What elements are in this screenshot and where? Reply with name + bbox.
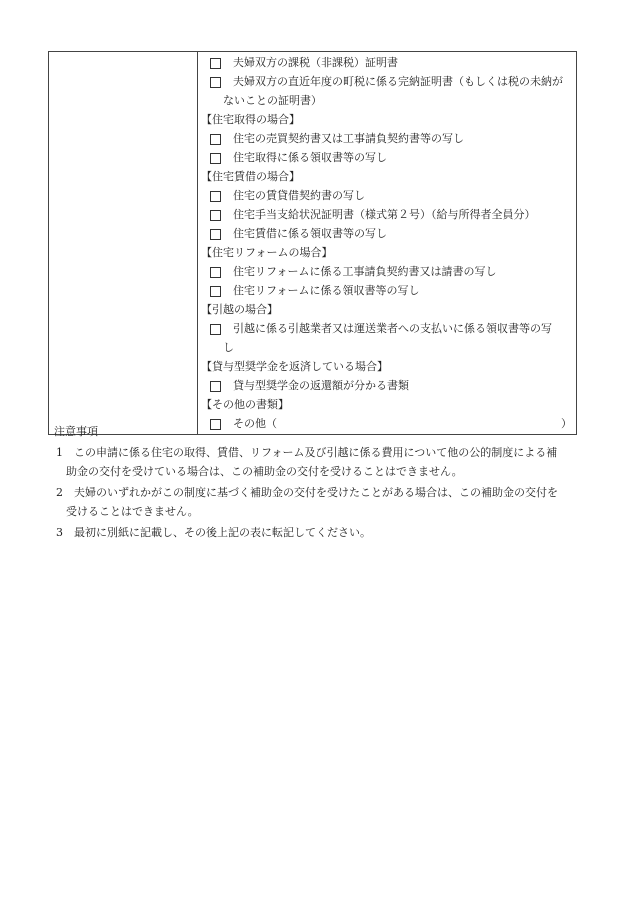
note-item: [54, 523, 584, 542]
checklist-item-label: 住宅の売買契約書又は工事請負契約書等の写し: [233, 132, 464, 145]
left-cell: [49, 52, 198, 435]
note-number: 1: [56, 446, 63, 459]
checklist-item: [201, 129, 572, 148]
checklist-item: [201, 148, 572, 167]
checklist-item-label: 住宅リフォームに係る工事請負契約書又は請書の写し: [233, 265, 497, 278]
checklist-item: [201, 72, 572, 91]
checklist-item-label: 住宅手当支給状況証明書（様式第２号）（給与所得者全員分）: [233, 208, 536, 221]
checkbox-icon[interactable]: [210, 58, 221, 69]
note-text: [66, 483, 584, 521]
checkbox-icon[interactable]: [210, 77, 221, 88]
checkbox-icon[interactable]: [210, 210, 221, 221]
checkbox-icon[interactable]: [210, 153, 221, 164]
note-line: 夫婦のいずれかがこの制度に基づく補助金の交付を受けたことがある場合は、この補助金の交付を: [74, 486, 558, 499]
note-number: 3: [56, 526, 63, 539]
checklist-item-label: 貸与型奨学金の返還額が分かる書類: [233, 379, 409, 392]
checklist-item: [201, 319, 572, 338]
checklist-item-label: 引越に係る引越業者又は運送業者への支払いに係る領収書等の写: [233, 322, 552, 335]
notes-list: [54, 443, 584, 542]
checklist-item: [201, 376, 572, 395]
checklist-item: [201, 262, 572, 281]
documents-table: [48, 51, 577, 435]
checkbox-icon[interactable]: [210, 229, 221, 240]
note-line: 最初に別紙に記載し、その後上記の表に転記してください。: [74, 526, 371, 539]
note-line: 受けることはできません。: [66, 505, 199, 518]
section-header: 【引越の場合】: [201, 303, 278, 316]
note-item: [54, 443, 584, 481]
checklist-item-label: 住宅の賃貸借契約書の写し: [233, 189, 365, 202]
checklist-item-label: 住宅賃借に係る領収書等の写し: [233, 227, 387, 240]
table-row: [49, 52, 577, 435]
section-header: 【住宅賃借の場合】: [201, 170, 300, 183]
checkbox-icon[interactable]: [210, 286, 221, 297]
checklist-item: [201, 53, 572, 72]
checklist-item-continuation: ないことの証明書）: [223, 94, 322, 107]
checklist-item: [201, 281, 572, 300]
note-text: [74, 523, 584, 542]
checklist-item: [201, 224, 572, 243]
checkbox-icon[interactable]: [210, 267, 221, 278]
checkbox-icon[interactable]: [210, 324, 221, 335]
section-header: 【住宅取得の場合】: [201, 113, 300, 126]
checkbox-icon[interactable]: [210, 134, 221, 145]
checkbox-icon[interactable]: [210, 381, 221, 392]
note-text: [66, 443, 584, 481]
checklist-item-label: 住宅取得に係る領収書等の写し: [233, 151, 387, 164]
other-label: その他: [233, 417, 266, 430]
checklist-item-label: 夫婦双方の課税（非課税）証明書: [233, 56, 398, 69]
checkbox-icon[interactable]: [210, 191, 221, 202]
document-list-cell: [198, 52, 577, 435]
section-header: 【住宅リフォームの場合】: [201, 246, 333, 259]
checklist-item-label: 住宅リフォームに係る領収書等の写し: [233, 284, 420, 297]
section-header: 【貸与型奨学金を返済している場合】: [201, 360, 388, 373]
notes-section: [54, 422, 584, 542]
section-header: 【その他の書類】: [201, 398, 289, 411]
checklist-item: [201, 205, 572, 224]
checklist-item-label: 夫婦双方の直近年度の町税に係る完納証明書（もしくは税の未納が: [233, 75, 563, 88]
note-line: この申請に係る住宅の取得、賃借、リフォーム及び引越に係る費用について他の公的制度による補: [74, 446, 558, 459]
document-list: [198, 52, 576, 434]
checklist-item-continuation: し: [223, 341, 234, 354]
open-paren: （: [266, 417, 277, 430]
close-paren: ）: [561, 417, 572, 430]
note-line: 助金の交付を受けている場合は、この補助金の交付を受けることはできません。: [66, 465, 463, 478]
checklist-item: [201, 186, 572, 205]
note-item: [54, 483, 584, 521]
notes-title: 注意事項: [54, 425, 98, 438]
note-number: 2: [56, 486, 63, 499]
